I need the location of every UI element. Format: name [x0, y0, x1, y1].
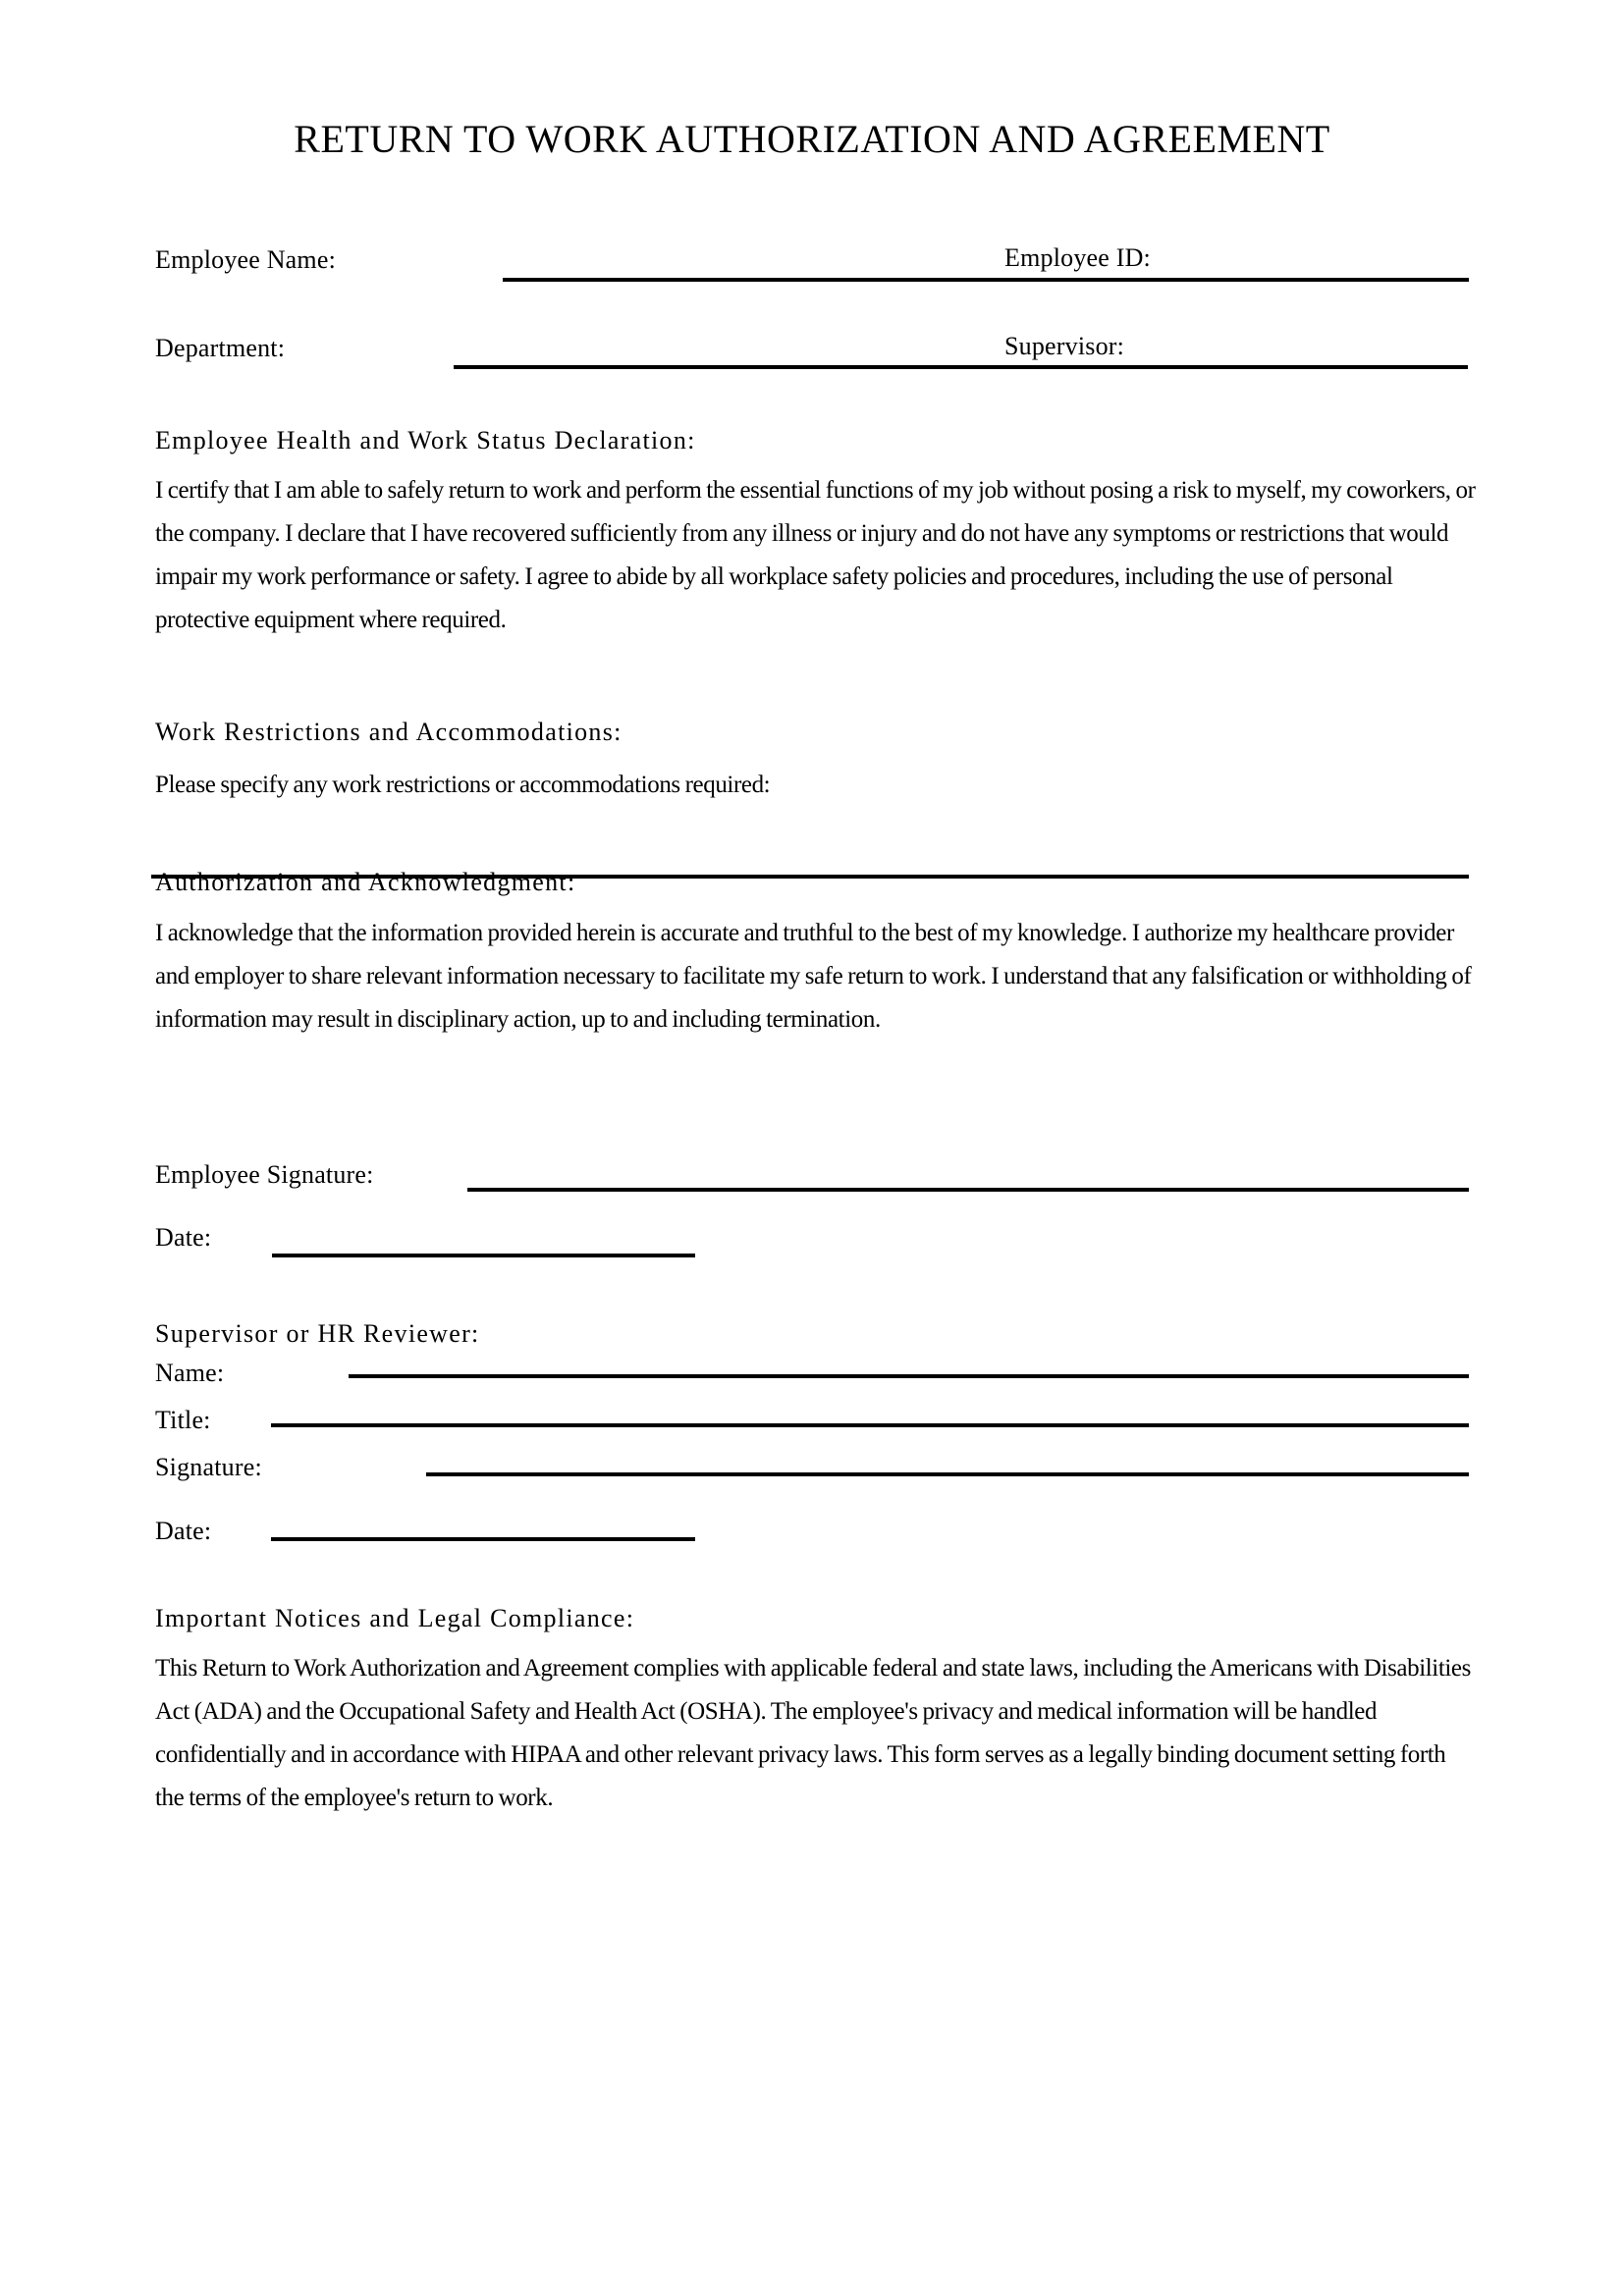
notices-heading: Important Notices and Legal Compliance:: [155, 1604, 635, 1632]
reviewer-name-field-line[interactable]: [349, 1374, 1469, 1378]
reviewer-title-field-line[interactable]: [271, 1423, 1469, 1427]
employee-signature-field-line[interactable]: [467, 1188, 1469, 1192]
reviewer-date-field-line[interactable]: [271, 1537, 695, 1541]
employee-name-field-line[interactable]: [503, 278, 1000, 282]
authorization-heading: Authorization and Acknowledgment:: [155, 868, 576, 896]
reviewer-signature-label: Signature:: [155, 1453, 262, 1481]
reviewer-title-label: Title:: [155, 1406, 211, 1434]
supervisor-field-line[interactable]: [1000, 365, 1468, 369]
reviewer-date-label: Date:: [155, 1517, 212, 1545]
form-title: RETURN TO WORK AUTHORIZATION AND AGREEMENT: [294, 117, 1330, 161]
reviewer-heading: Supervisor or HR Reviewer:: [155, 1319, 480, 1348]
employee-id-field-line[interactable]: [1000, 278, 1469, 282]
authorization-body: I acknowledge that the information provided herein is accurate and truthful to the best of my knowledge. I authorize my healthcare provider and employer to share relevant information necessary to facilitate my safe return to work. I understand that any falsification or withholding of information may result in disciplinary action, up to and including termination.: [155, 920, 1472, 1033]
restrictions-prompt: Please specify any work restrictions or accommodations required:: [155, 772, 771, 798]
employee-name-label: Employee Name:: [155, 245, 337, 274]
notices-body: This Return to Work Authorization and Agreement complies with applicable federal and state laws, including the Americans with Disabilities Act (ADA) and the Occupational Safety and Health Act (OSHA). The employee's privacy and medical information will be handled confidentially and in accordance with HIPAA and other relevant privacy laws. This form serves as a legally binding document setting forth the terms of the employee's return to work.: [155, 1655, 1471, 1811]
employee-date-label: Date:: [155, 1223, 212, 1252]
restrictions-heading: Work Restrictions and Accommodations:: [155, 718, 623, 746]
department-label: Department:: [155, 334, 286, 362]
reviewer-name-label: Name:: [155, 1359, 225, 1387]
employee-id-label: Employee ID:: [1004, 243, 1151, 272]
employee-date-field-line[interactable]: [272, 1254, 695, 1257]
supervisor-label: Supervisor:: [1004, 332, 1125, 360]
reviewer-signature-field-line[interactable]: [426, 1472, 1469, 1476]
declaration-body: I certify that I am able to safely return to work and perform the essential functions of my job without posing a risk to myself, my coworkers, or the company. I declare that I have recovered sufficiently from any illness or injury and do not have any symptoms or restrictions that would impair my work performance or safety. I agree to abide by all workplace safety policies and procedures, including the use of personal protective equipment where required.: [155, 477, 1476, 633]
declaration-heading: Employee Health and Work Status Declaration:: [155, 426, 696, 454]
department-field-line[interactable]: [454, 365, 1000, 369]
employee-signature-label: Employee Signature:: [155, 1160, 374, 1189]
